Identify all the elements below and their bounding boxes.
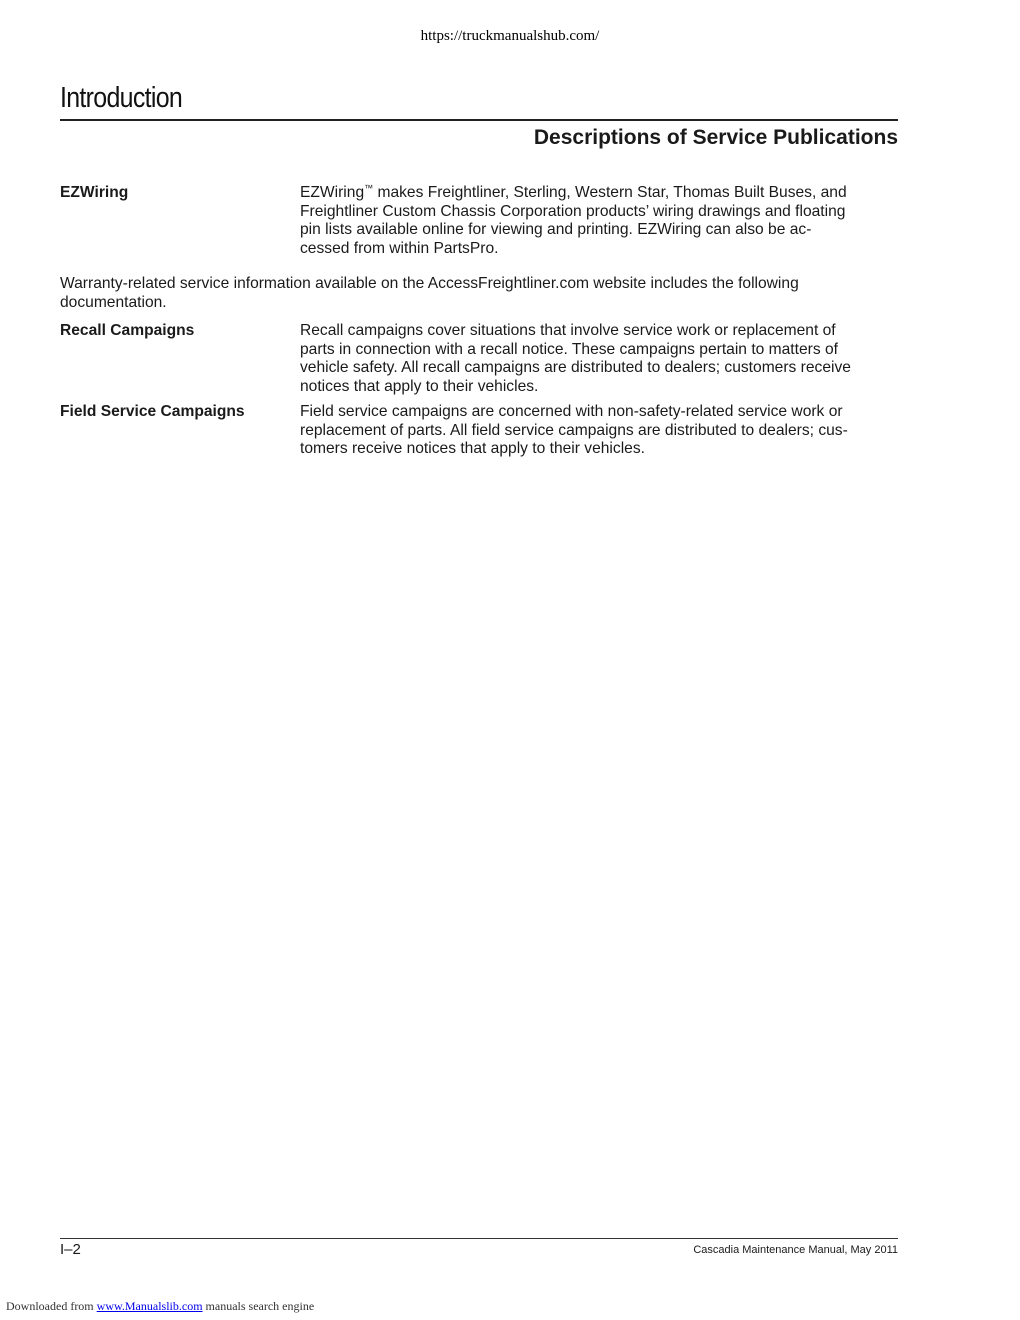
download-prefix: Downloaded from — [6, 1299, 97, 1313]
title-divider — [60, 119, 898, 121]
entry-ezwiring — [60, 184, 898, 264]
description-line: EZWiring™ makes Freightliner, Sterling, Western Star, Thomas Built Buses, and — [300, 183, 847, 201]
description-line: notices that apply to their vehicles. — [300, 377, 539, 395]
entry-term: Field Service Campaigns — [60, 403, 245, 420]
description-line: vehicle safety. All recall campaigns are distributed to dealers; customers receive — [300, 359, 851, 376]
page-number: I–2 — [60, 1241, 81, 1258]
paragraph-line: Warranty-related service information available on the AccessFreightliner.com website includes the following — [60, 275, 799, 292]
description-line: Freightliner Custom Chassis Corporation products’ wiring drawings and floating — [300, 202, 846, 220]
manualslib-link[interactable]: www.Manualslib.com — [96, 1299, 203, 1313]
entry-description — [300, 403, 900, 459]
entry-field-service-campaigns — [60, 403, 898, 463]
entry-term: EZWiring — [60, 184, 129, 201]
download-suffix: manuals search engine — [202, 1299, 315, 1313]
download-note — [6, 1299, 314, 1314]
entry-term: Recall Campaigns — [60, 322, 195, 339]
paragraph-line: documentation. — [60, 293, 167, 311]
footer-divider — [60, 1238, 898, 1239]
description-line: Field service campaigns are concerned with non-safety-related service work or — [300, 403, 843, 420]
description-line: Recall campaigns cover situations that involve service work or replacement of — [300, 322, 836, 339]
trademark-symbol: ™ — [364, 183, 374, 193]
description-line: pin lists available online for viewing and printing. EZWiring can also be ac- — [300, 221, 812, 238]
section-title: Introduction — [60, 82, 183, 114]
description-line: replacement of parts. All field service campaigns are distributed to dealers; cus- — [300, 421, 848, 439]
entry-description — [300, 184, 900, 258]
description-line: parts in connection with a recall notice. These campaigns pertain to matters of — [300, 340, 838, 358]
page-heading: Descriptions of Service Publications — [533, 126, 898, 149]
warranty-paragraph — [60, 275, 898, 312]
entry-recall-campaigns — [60, 322, 898, 402]
entry-description — [300, 322, 900, 396]
source-url: https://truckmanualshub.com/ — [420, 28, 600, 44]
description-line: cessed from within PartsPro. — [300, 239, 499, 257]
manual-info: Cascadia Maintenance Manual, May 2011 — [693, 1244, 898, 1256]
description-line: tomers receive notices that apply to their vehicles. — [300, 440, 645, 457]
